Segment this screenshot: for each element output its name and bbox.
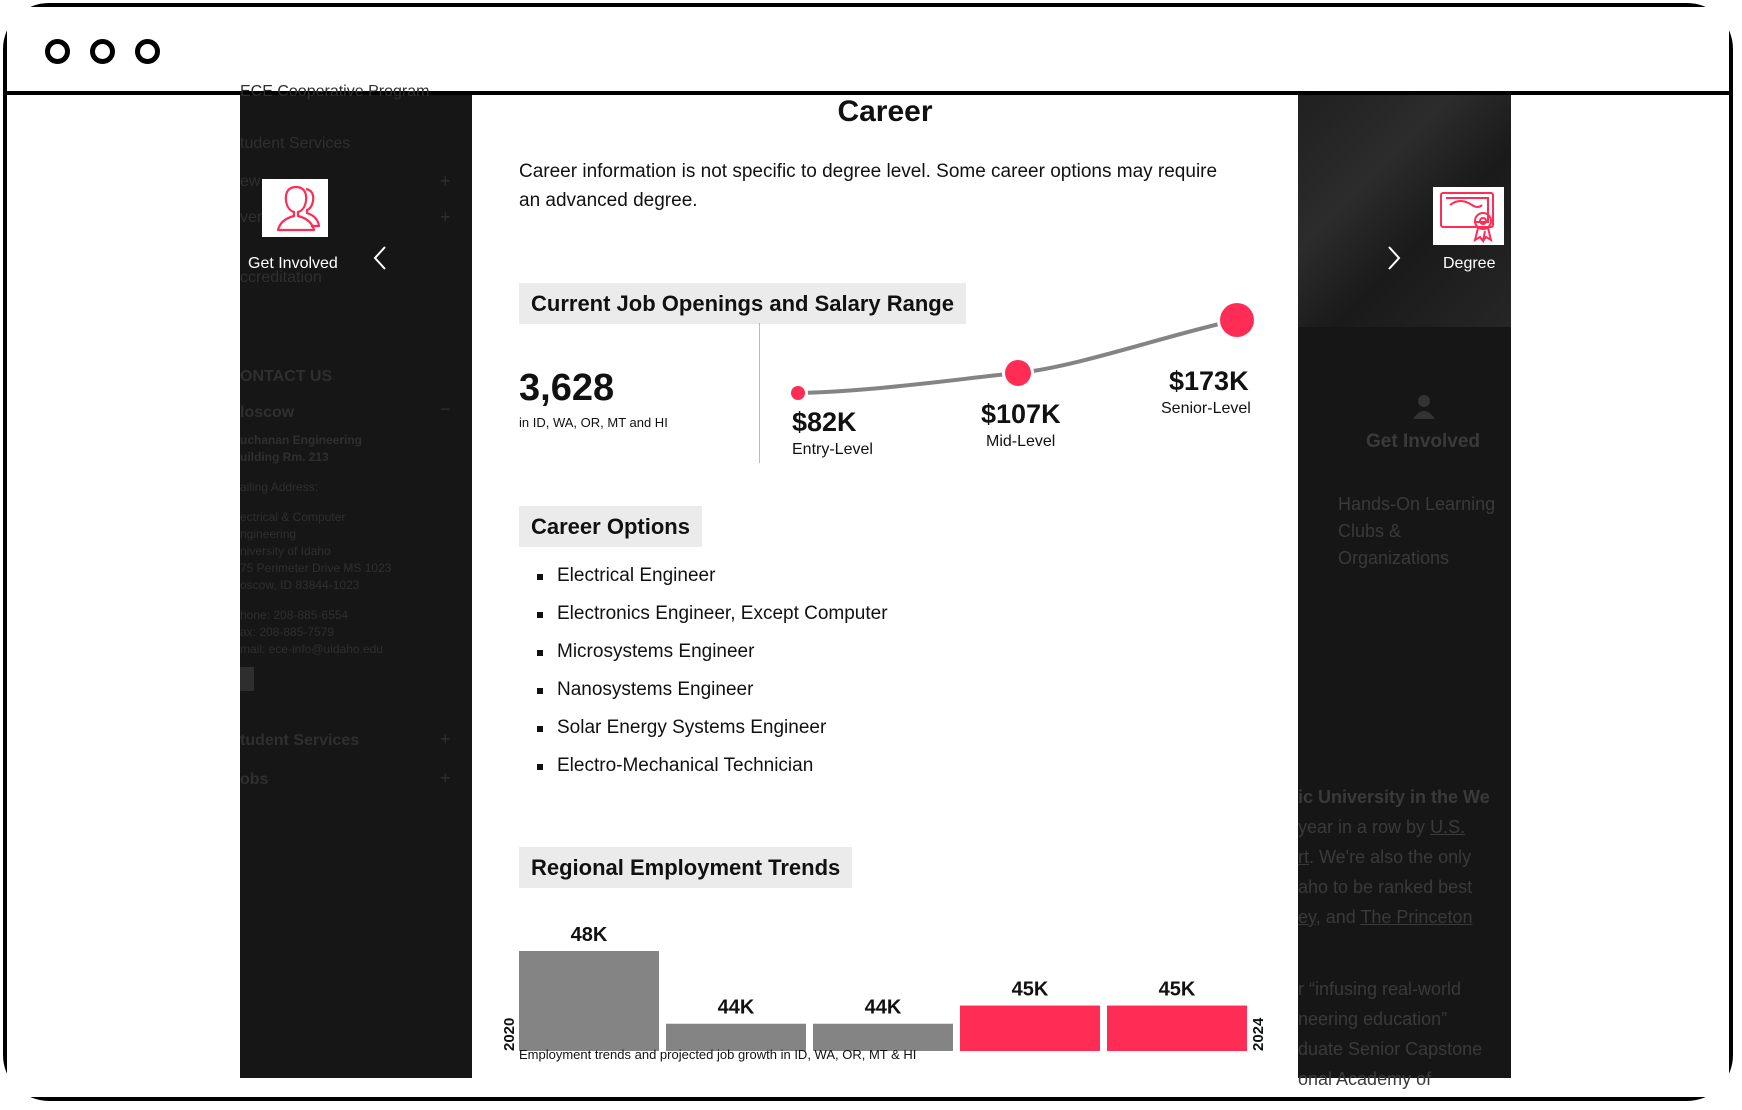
expand-plus-icon[interactable]: + <box>440 768 451 788</box>
princeton-review-link[interactable]: The Princeton <box>1360 907 1473 927</box>
trend-bar <box>1107 1006 1247 1051</box>
promo-text: , and <box>1315 907 1361 927</box>
contact-campus[interactable]: loscow <box>240 404 295 421</box>
survey-link[interactable]: ey <box>1298 907 1316 927</box>
salary-senior-label: Senior-Level <box>1161 400 1251 417</box>
expand-plus-icon[interactable]: + <box>440 207 451 227</box>
promo-text: aho to be ranked best <box>1298 877 1473 897</box>
contact-heading: ONTACT US <box>240 368 333 385</box>
trend-bar-value-label: 44K <box>864 996 902 1019</box>
salary-senior-value: $173K <box>1169 366 1249 396</box>
contact-address-line: oscow, ID 83844-1023 <box>240 578 360 592</box>
career-option: Electro-Mechanical Technician <box>557 747 888 785</box>
us-news-link[interactable]: U.S. <box>1430 817 1466 837</box>
contact-address-line: niversity of Idaho <box>240 544 331 558</box>
nav-item[interactable]: ECE Cooperative Program <box>240 83 430 100</box>
trend-bar-value-label: 48K <box>570 924 608 946</box>
link-clubs[interactable]: Clubs & <box>1338 521 1402 541</box>
nav-item-student-services[interactable]: tudent Services <box>240 732 360 749</box>
get-involved-heading: Get Involved <box>1366 431 1481 452</box>
promo-text: . We're also the only <box>1309 847 1472 867</box>
salary-mid-value: $107K <box>981 399 1061 429</box>
career-option: Nanosystems Engineer <box>557 671 888 709</box>
link-hands-on-learning[interactable]: Hands-On Learning <box>1338 494 1496 514</box>
people-icon <box>262 179 328 237</box>
promo-heading: ic University in the We <box>1298 787 1490 807</box>
person-icon <box>1411 393 1437 419</box>
jobs-heading: Current Job Openings and Salary Range <box>519 283 966 324</box>
career-option: Electrical Engineer <box>557 557 888 595</box>
expand-plus-icon[interactable]: + <box>440 729 451 749</box>
career-option: Microsystems Engineer <box>557 633 888 671</box>
nav-item[interactable]: ver <box>240 209 263 226</box>
page-viewport <box>7 83 1729 1097</box>
career-intro: Career information is not specific to degree level. Some career options may require an advanced degree. <box>519 161 1218 211</box>
salary-entry-label: Entry-Level <box>792 441 873 458</box>
quote-text: duate Senior Capstone <box>1298 1039 1483 1059</box>
trend-bar-value-label: 44K <box>717 996 755 1019</box>
window-control-dot[interactable] <box>45 39 70 64</box>
contact-room: uilding Rm. 213 <box>240 450 329 464</box>
window-control-dot[interactable] <box>90 39 115 64</box>
certificate-icon <box>1433 187 1504 245</box>
contact-address-line: 75 Perimeter Drive MS 1023 <box>240 561 392 575</box>
page-title: Career <box>837 95 933 128</box>
report-link[interactable]: rt <box>1298 847 1309 867</box>
employment-trend-chart <box>472 95 1298 1078</box>
contact-building: uchanan Engineering <box>240 433 363 447</box>
trend-bar-value-label: 45K <box>1011 978 1049 1001</box>
salary-entry-value: $82K <box>792 407 857 437</box>
chevron-left-icon[interactable] <box>368 245 394 271</box>
nav-item-student-services[interactable]: tudent Services <box>240 135 351 152</box>
left-sidebar-dimmed <box>240 83 472 1078</box>
career-modal <box>472 95 1298 1078</box>
expand-plus-icon[interactable]: + <box>440 171 451 191</box>
degree-card[interactable] <box>1433 187 1504 245</box>
options-heading: Career Options <box>519 506 702 547</box>
quote-text: onal Academy of <box>1298 1069 1432 1089</box>
collapse-minus-icon[interactable]: − <box>440 399 451 419</box>
get-involved-card[interactable] <box>262 179 328 237</box>
browser-window <box>3 3 1733 1101</box>
nav-item-accreditation[interactable]: ccreditation <box>240 269 322 286</box>
contact-mailing-label: ailing Address: <box>240 480 319 494</box>
chevron-right-icon[interactable] <box>1380 245 1406 271</box>
quote-text: neering education” <box>1298 1009 1448 1029</box>
trends-caption: Employment trends and projected job growth in ID, WA, OR, MT & HI <box>519 1047 917 1062</box>
job-openings-count: 3,628 <box>519 367 615 409</box>
salary-mid-label: Mid-Level <box>986 433 1056 450</box>
facebook-icon[interactable] <box>240 667 254 691</box>
contact-phone[interactable]: hone: 208-885-6554 <box>240 608 349 622</box>
career-option: Electronics Engineer, Except Computer <box>557 595 888 633</box>
nav-item[interactable]: ew <box>240 173 261 190</box>
promo-text: year in a row by <box>1298 817 1431 837</box>
contact-fax: ax: 208-885-7579 <box>240 625 335 639</box>
trends-heading: Regional Employment Trends <box>519 847 852 888</box>
trend-bar <box>960 1006 1100 1051</box>
trend-bar <box>519 951 659 1051</box>
job-openings-region: in ID, WA, OR, MT and HI <box>519 415 668 430</box>
link-organizations[interactable]: Organizations <box>1338 548 1450 568</box>
trend-end-year-label: 2024 <box>1250 1017 1267 1051</box>
trend-bar-value-label: 45K <box>1158 978 1196 1001</box>
trend-start-year-label: 2020 <box>501 1017 518 1051</box>
carousel-next-label[interactable]: Degree <box>1443 255 1496 272</box>
nav-item-jobs[interactable]: obs <box>240 771 269 788</box>
contact-address-line: ectrical & Computer <box>240 510 346 524</box>
right-sidebar-dimmed <box>1298 95 1511 1089</box>
window-control-dot[interactable] <box>135 39 160 64</box>
quote-text: r “infusing real-world <box>1298 979 1462 999</box>
contact-email[interactable]: mail: ece-info@uidaho.edu <box>240 642 383 656</box>
career-option: Solar Energy Systems Engineer <box>557 709 888 747</box>
contact-address-line: ngineering <box>240 527 297 541</box>
window-titlebar <box>7 7 1729 95</box>
carousel-prev-label[interactable]: Get Involved <box>248 255 338 272</box>
